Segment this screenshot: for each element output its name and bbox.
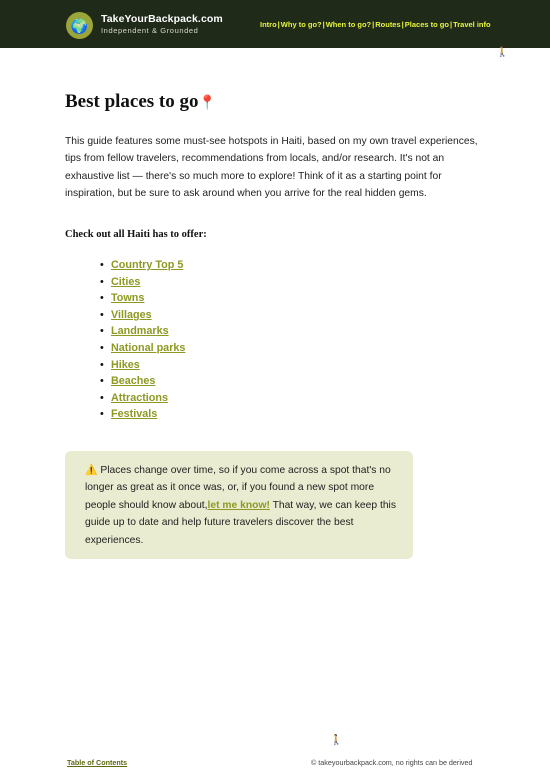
nav-separator: |	[277, 20, 280, 29]
callout-text	[85, 462, 397, 549]
callout-box	[65, 451, 413, 559]
link-cities[interactable]: Cities	[111, 275, 141, 288]
nav-why-to-go[interactable]: Why to go?	[280, 20, 322, 29]
callout-text-after: That way, we can keep this guide up to date and help future travelers discover the best experiences.	[85, 499, 396, 546]
bullet-icon: •	[100, 341, 104, 354]
check-out-heading: Check out all Haiti has to offer:	[65, 229, 207, 240]
copyright-notice: © takeyourbackpack.com, no rights can be derived	[311, 758, 473, 767]
list-item	[100, 357, 185, 374]
nav-intro[interactable]: Intro	[260, 20, 277, 29]
nav-routes[interactable]: Routes	[375, 20, 401, 29]
bullet-icon: •	[100, 391, 104, 404]
bullet-icon: •	[100, 408, 104, 421]
link-attractions[interactable]: Attractions	[111, 391, 168, 404]
list-item	[100, 257, 185, 274]
link-hikes[interactable]: Hikes	[111, 358, 140, 371]
link-festivals[interactable]: Festivals	[111, 408, 158, 421]
places-list	[100, 257, 185, 423]
nav-places-to-go[interactable]: Places to go	[404, 20, 449, 29]
bullet-icon: •	[100, 325, 104, 338]
brand-tagline: Independent & Grounded	[101, 26, 199, 35]
let-me-know-link[interactable]: let me know!	[207, 499, 270, 511]
globe-hiker-icon[interactable]: 🌍	[66, 12, 93, 39]
intro-paragraph: This guide features some must-see hotspots in Haiti, based on my own travel experiences, tips from fellow travelers, recommendations from locals, and/or research. It's not an exhaustive list — there's so much more to explore! Think of it as a starting point for inspiration, but be sure to ask around when you arrive for the real hidden gems.	[65, 136, 478, 200]
list-item	[100, 406, 185, 423]
nav-separator: |	[449, 20, 453, 29]
brand[interactable]	[101, 13, 223, 35]
callout-text-before: Places change over time, so if you come across a spot that's no longer as great as it once was, or, if you found a new spot more people should know about,	[85, 465, 391, 511]
table-of-contents-link[interactable]: Table of Contents	[67, 758, 128, 767]
bullet-icon: •	[100, 292, 104, 305]
list-item	[100, 274, 185, 291]
page-header	[0, 0, 550, 48]
nav-when-to-go[interactable]: When to go?	[325, 20, 372, 29]
page-title	[65, 91, 216, 113]
bullet-icon: •	[100, 275, 104, 288]
link-villages[interactable]: Villages	[111, 308, 152, 321]
hiker-icon: 🚶	[496, 47, 509, 58]
list-item	[100, 340, 185, 357]
top-nav	[260, 20, 491, 29]
link-landmarks[interactable]: Landmarks	[111, 325, 169, 338]
list-item	[100, 290, 185, 307]
nav-separator: |	[401, 20, 404, 29]
pin-icon: 📍	[198, 96, 216, 111]
link-beaches[interactable]: Beaches	[111, 375, 156, 388]
hiker-icon: 🚶	[330, 735, 343, 746]
bullet-icon: •	[100, 358, 104, 371]
link-national-parks[interactable]: National parks	[111, 341, 186, 354]
nav-separator: |	[322, 20, 325, 29]
list-item	[100, 307, 185, 324]
warning-icon: ⚠️	[85, 465, 98, 476]
list-item	[100, 390, 185, 407]
nav-travel-info[interactable]: Travel info	[453, 20, 491, 29]
bullet-icon: •	[100, 259, 104, 271]
nav-separator: |	[372, 20, 375, 29]
link-towns[interactable]: Towns	[111, 292, 145, 305]
bullet-icon: •	[100, 375, 104, 388]
page-title-text: Best places to go	[65, 91, 199, 112]
brand-name[interactable]: TakeYourBackpack.com	[101, 13, 223, 25]
link-country-top-5[interactable]: Country Top 5	[111, 259, 184, 271]
bullet-icon: •	[100, 308, 104, 321]
list-item	[100, 373, 185, 390]
list-item	[100, 323, 185, 340]
